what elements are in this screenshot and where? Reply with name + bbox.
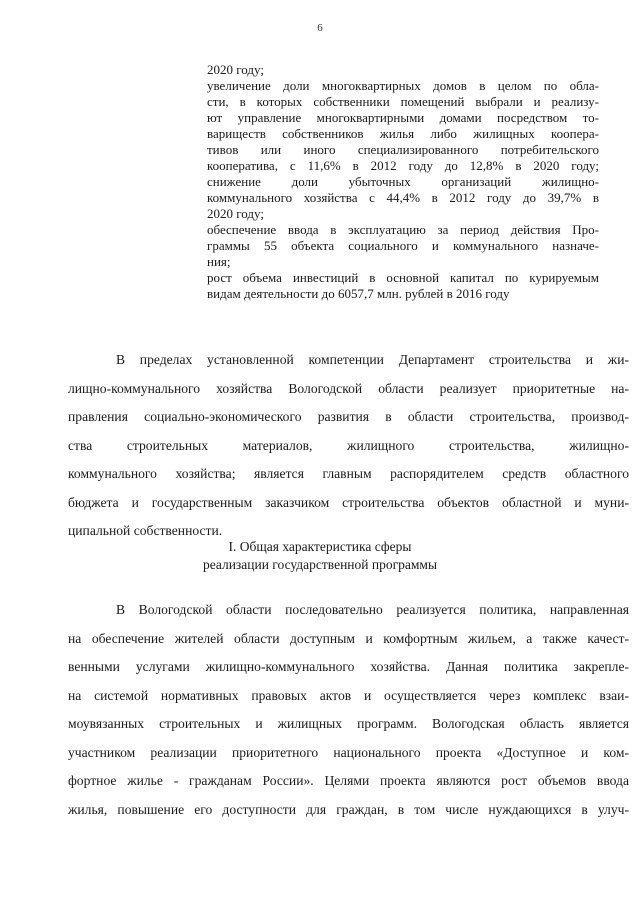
paragraph-line: на обеспечение жителей области доступным и комфортным жильем, а также качест-	[68, 630, 629, 646]
section-heading	[0, 538, 640, 574]
goals-line: рост объема инвестиций в основной капитал по курируемым	[207, 270, 599, 285]
paragraph-line: фортное жилье - гражданам России». Целями проекта являются рост объемов ввода	[68, 773, 629, 788]
goals-line: ния;	[207, 254, 231, 269]
section-heading-line2: реализации государственной программы	[202, 557, 438, 572]
goals-line: коммунального хозяйства с 44,4% в 2012 году до 39,7% в	[207, 190, 599, 205]
intro-paragraph	[68, 346, 629, 546]
goals-line: увеличение доли многоквартирных домов в целом по обла-	[207, 78, 599, 93]
paragraph-line: лищно-коммунального хозяйства Вологодской области реализует приоритетные на-	[68, 380, 629, 396]
goals-line: снижение доли убыточных организаций жилищно-	[207, 174, 599, 189]
goals-line: сти, в которых собственники помещений выбрали и реализу-	[207, 94, 599, 109]
goals-line: граммы 55 объекта социального и коммунального назначе-	[207, 238, 599, 253]
overview-paragraph	[68, 596, 629, 824]
paragraph-line: В пределах установленной компетенции Департамент строительства и жи-	[116, 352, 629, 367]
goals-line: кооператива, с 11,6% в 2012 году до 12,8% в 2020 году;	[207, 158, 599, 173]
goals-line: вариществ собственников жилья либо жилищных коопера-	[207, 126, 599, 141]
goals-line: видам деятельности до 6057,7 млн. рублей в 2016 году	[207, 286, 510, 301]
paragraph-line: венными услугами жилищно-коммунального хозяйства. Данная политика закрепле-	[68, 659, 629, 674]
paragraph-line: правления социально-экономического развития в области строительства, производ-	[68, 409, 629, 424]
paragraph-line: коммунального хозяйства; является главным распорядителем средств областного	[68, 466, 629, 481]
paragraph-line: ципальной собственности.	[68, 523, 223, 538]
paragraph-line: моувязанных строительных и жилищных программ. Вологодская область является	[68, 716, 629, 731]
paragraph-line: жилья, повышение его доступности для граждан, в том числе нуждающихся в улуч-	[68, 801, 629, 817]
section-heading-line1: I. Общая характеристика сферы	[228, 539, 412, 554]
paragraph-line: ства строительных материалов, жилищного строительства, жилищно-	[68, 437, 629, 453]
paragraph-line: на системой нормативных правовых актов и осуществляется через комплекс взаи-	[68, 687, 629, 703]
goals-line: 2020 году;	[207, 62, 264, 77]
paragraph-line: бюджета и государственным заказчиком строительства объектов областной и муни-	[68, 494, 629, 510]
goals-line: 2020 году;	[207, 206, 264, 221]
goals-line: тивов или иного специализированного потребительского	[207, 142, 599, 157]
paragraph-line: участником реализации приоритетного национального проекта «Доступное и ком-	[68, 744, 629, 760]
paragraph-line: В Вологодской области последовательно реализуется политика, направленная	[116, 602, 629, 617]
goals-line: обеспечение ввода в эксплуатацию за период действия Про-	[207, 222, 599, 237]
page-number: 6	[317, 22, 323, 34]
goals-block	[207, 62, 599, 302]
goals-line: ют управление многоквартирными домами посредством то-	[207, 110, 599, 125]
